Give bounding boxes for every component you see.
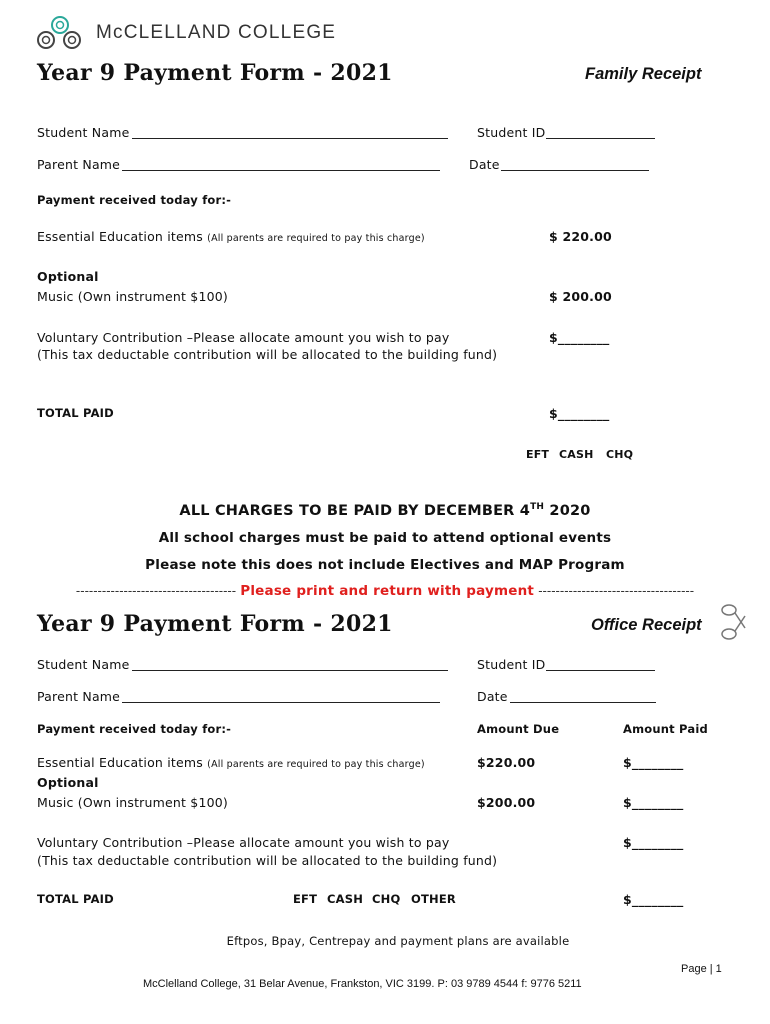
- office-amount-paid-header: Amount Paid: [623, 722, 708, 736]
- office-music-paid[interactable]: $________: [623, 795, 684, 810]
- office-parent-name-field[interactable]: [122, 702, 440, 703]
- family-method-cash: CASH: [559, 448, 594, 461]
- family-date-label: Date: [469, 157, 500, 172]
- family-voluntary-label: Voluntary Contribution –Please allocate amount you wish to pay: [37, 330, 450, 345]
- cut-line-text: Please print and return with payment: [240, 583, 535, 599]
- office-form-title: Year 9 Payment Form - 2021: [37, 611, 393, 637]
- page-number: Page | 1: [681, 963, 722, 975]
- family-essential-amount: $ 220.00: [549, 229, 612, 244]
- office-total-label: TOTAL PAID: [37, 892, 114, 906]
- office-method-cash: CASH: [327, 892, 364, 906]
- college-logo-icon: [34, 14, 94, 50]
- office-essential-paid[interactable]: $________: [623, 755, 684, 770]
- scissors-icon: [719, 600, 747, 644]
- office-total-paid[interactable]: $________: [623, 892, 684, 907]
- family-music-amount: $ 200.00: [549, 289, 612, 304]
- office-method-chq: CHQ: [372, 892, 401, 906]
- office-date-field[interactable]: [510, 702, 656, 703]
- cut-line: [0, 583, 770, 599]
- family-essential-note: (All parents are required to pay this charge): [207, 233, 425, 244]
- family-parent-name-field[interactable]: [122, 170, 440, 171]
- family-student-name-label: Student Name: [37, 125, 130, 140]
- college-logo: [34, 14, 94, 50]
- office-essential-due: $220.00: [477, 755, 536, 770]
- office-music-due: $200.00: [477, 795, 536, 810]
- office-essential-text: Essential Education items: [37, 755, 203, 770]
- family-method-eft: EFT: [526, 448, 550, 461]
- office-essential-label: [37, 755, 425, 770]
- college-name: McCLELLAND COLLEGE: [96, 22, 337, 43]
- family-payment-heading: Payment received today for:-: [37, 193, 232, 207]
- family-student-name-field[interactable]: [132, 138, 448, 139]
- office-voluntary-note: (This tax deductable contribution will be allocated to the building fund): [37, 853, 498, 868]
- family-music-label: Music (Own instrument $100): [37, 289, 228, 304]
- payment-options-note: Eftpos, Bpay, Centrepay and payment plans are available: [226, 934, 570, 948]
- family-essential-label: [37, 229, 425, 244]
- cut-line-right: ------------------------------------: [538, 583, 695, 598]
- office-essential-note: (All parents are required to pay this charge): [207, 759, 425, 770]
- office-amount-due-header: Amount Due: [477, 722, 560, 736]
- family-voluntary-amount[interactable]: $________: [549, 330, 610, 345]
- office-student-id-field[interactable]: [546, 670, 655, 671]
- deadline-notice-year: 2020: [544, 502, 591, 519]
- college-address: McClelland College, 31 Belar Avenue, Frankston, VIC 3199. P: 03 9789 4544 f: 9776 5211: [143, 978, 582, 990]
- office-voluntary-paid[interactable]: $________: [623, 835, 684, 850]
- office-method-other: OTHER: [411, 892, 456, 906]
- family-receipt-label: Family Receipt: [585, 65, 702, 83]
- office-voluntary-label: Voluntary Contribution –Please allocate amount you wish to pay: [37, 835, 450, 850]
- family-form-title: Year 9 Payment Form - 2021: [37, 60, 393, 86]
- office-parent-name-label: Parent Name: [37, 689, 121, 704]
- family-optional-heading: Optional: [37, 269, 99, 284]
- family-essential-text: Essential Education items: [37, 229, 203, 244]
- office-student-id-label: Student ID: [477, 657, 546, 672]
- office-date-label: Date: [477, 689, 508, 704]
- office-music-label: Music (Own instrument $100): [37, 795, 228, 810]
- office-receipt-label: Office Receipt: [591, 616, 702, 634]
- electives-notice: Please note this does not include Electives and MAP Program: [145, 557, 625, 573]
- deadline-notice: [0, 502, 770, 519]
- deadline-notice-sup: TH: [530, 502, 545, 512]
- cut-line-left: -------------------------------------: [75, 583, 237, 598]
- family-voluntary-note: (This tax deductable contribution will be allocated to the building fund): [37, 347, 498, 362]
- office-payment-heading: Payment received today for:-: [37, 722, 232, 736]
- deadline-notice-main: ALL CHARGES TO BE PAID BY DECEMBER 4: [179, 502, 531, 519]
- family-method-chq: CHQ: [606, 448, 634, 461]
- family-parent-name-label: Parent Name: [37, 157, 121, 172]
- office-optional-heading: Optional: [37, 775, 99, 790]
- family-date-field[interactable]: [501, 170, 649, 171]
- family-total-label: TOTAL PAID: [37, 406, 114, 420]
- optional-events-notice: All school charges must be paid to attend optional events: [158, 530, 612, 546]
- family-student-id-label: Student ID: [477, 125, 546, 140]
- office-student-name-field[interactable]: [132, 670, 448, 671]
- office-student-name-label: Student Name: [37, 657, 130, 672]
- family-total-amount[interactable]: $________: [549, 406, 610, 421]
- family-student-id-field[interactable]: [546, 138, 655, 139]
- office-method-eft: EFT: [293, 892, 318, 906]
